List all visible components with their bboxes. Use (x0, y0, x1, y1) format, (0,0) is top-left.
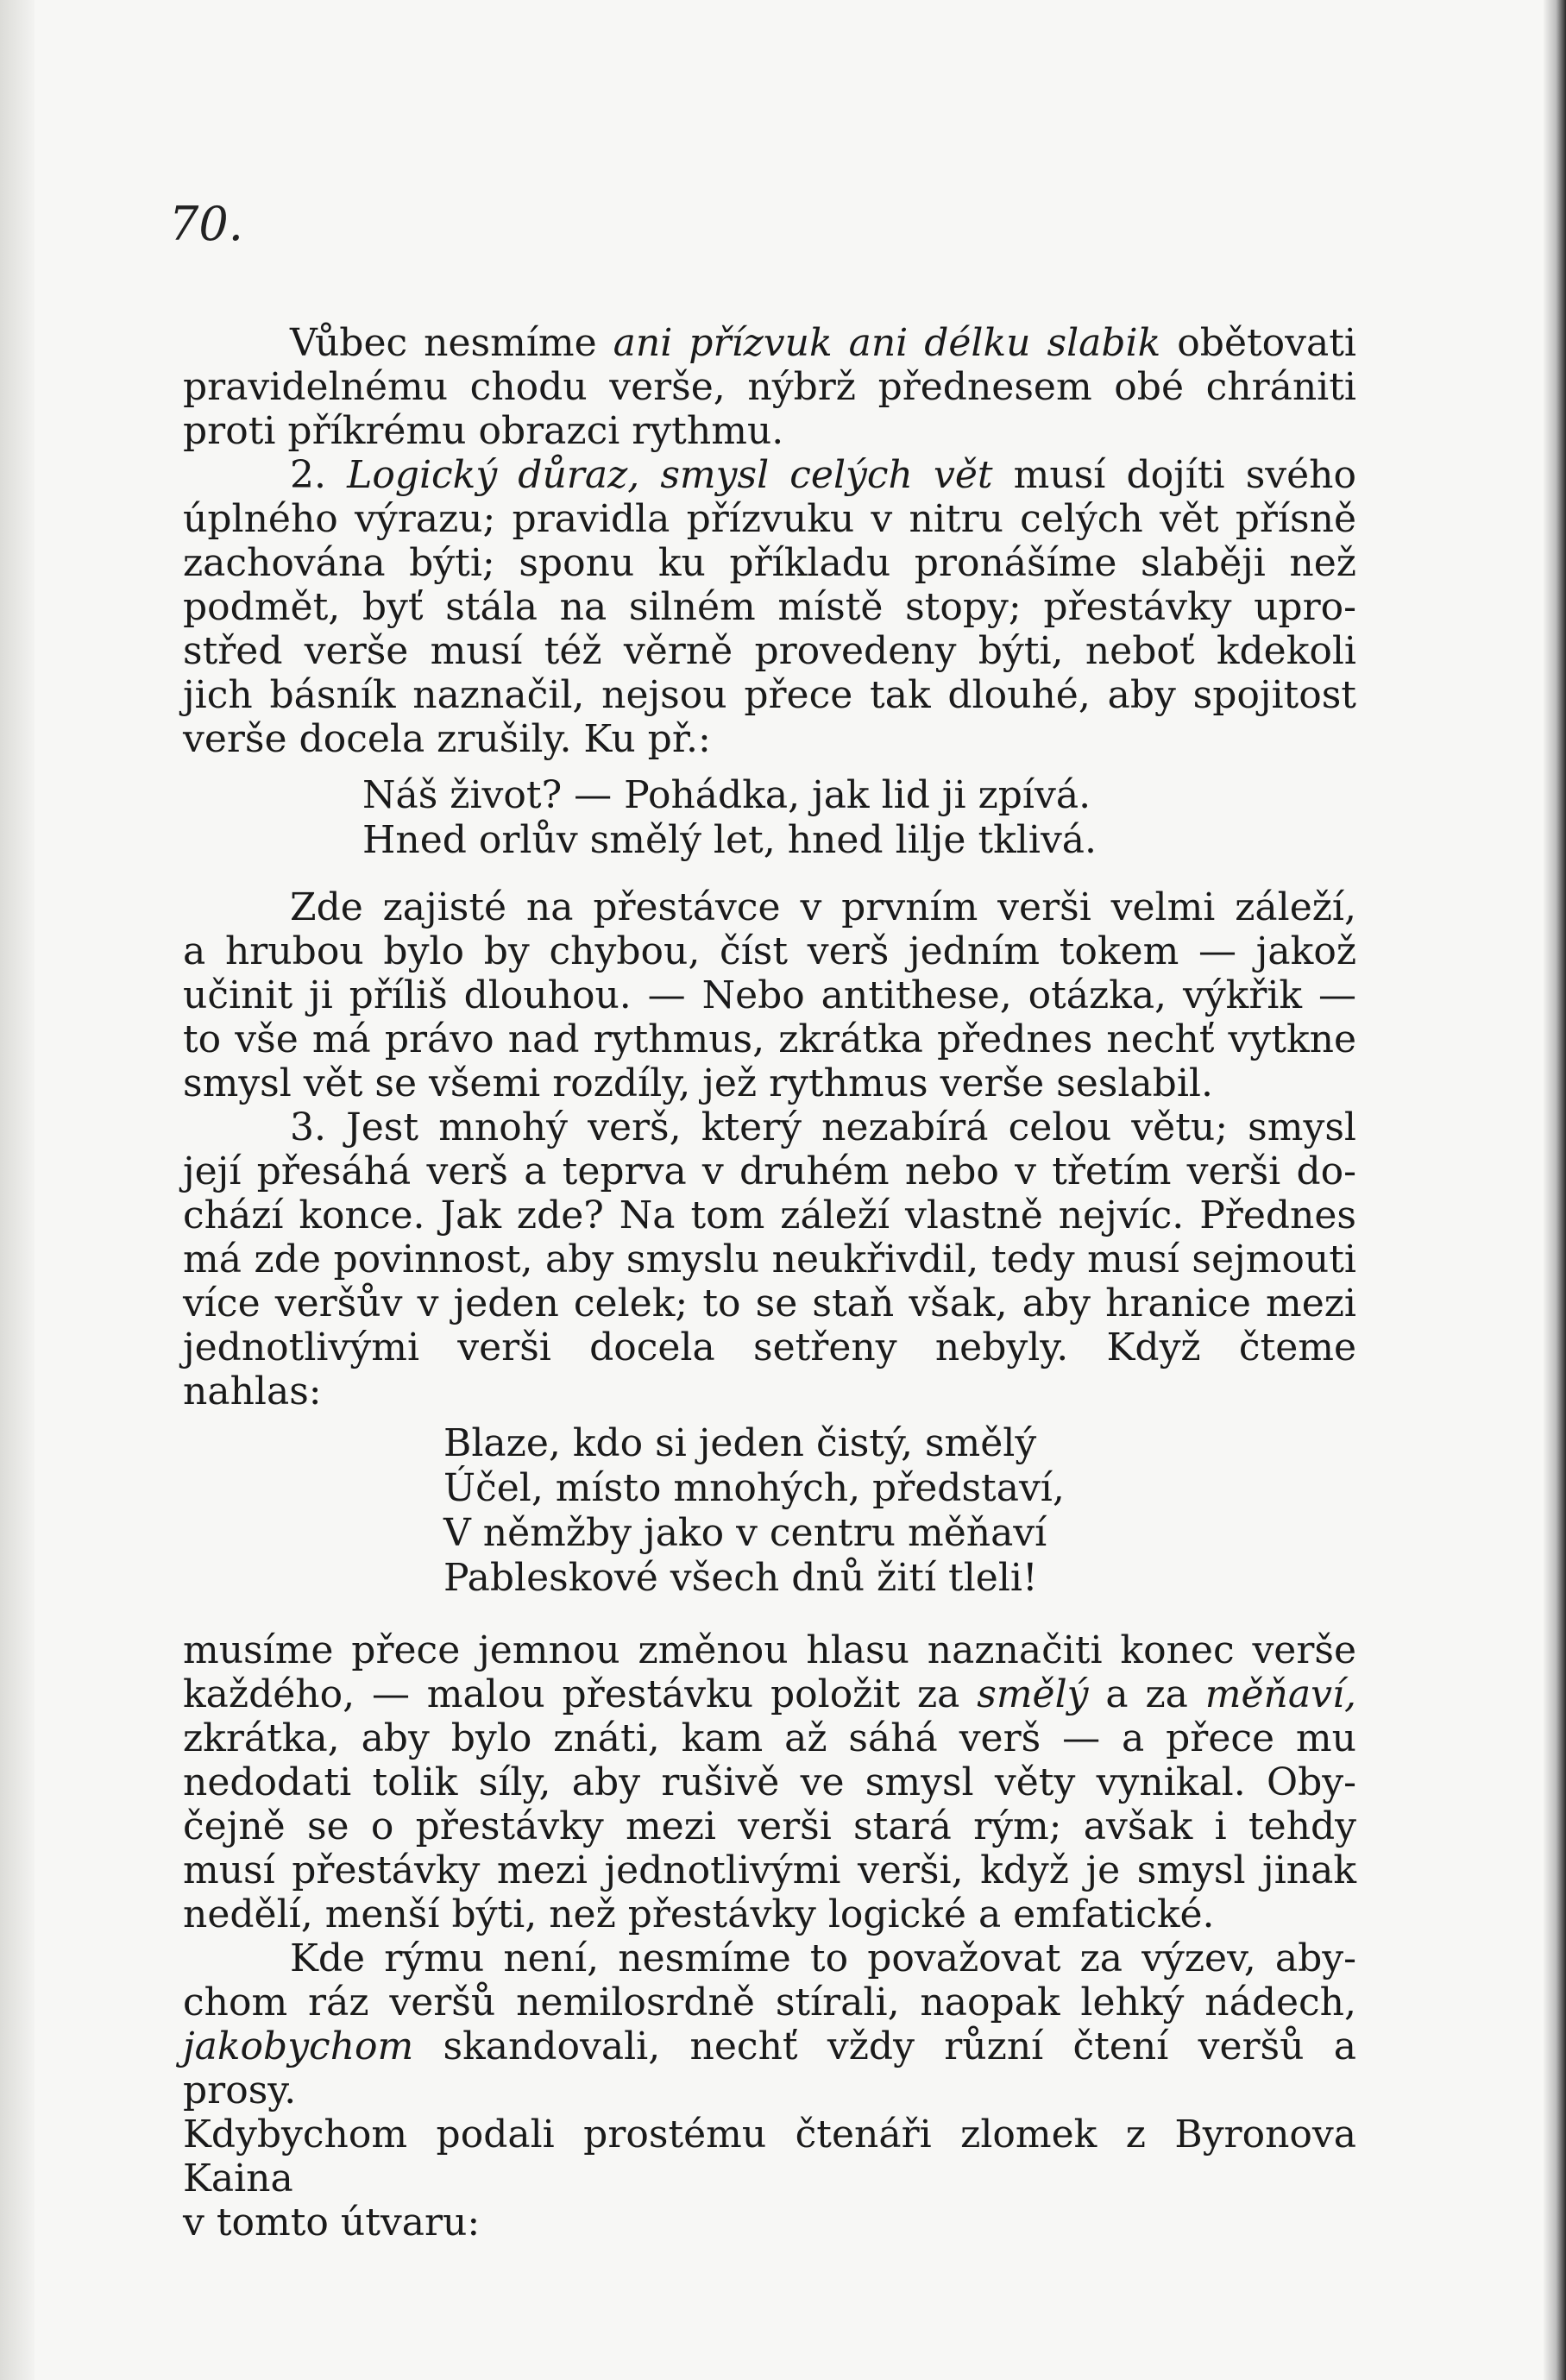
verse-line: Hned orlův smělý let, hned lilje tklivá. (362, 818, 1097, 862)
text-line: Kdybychom podali prostému čtenáři zlomek z Byronova Kaina (183, 2112, 1356, 2201)
verse-line: Blaze, kdo si jeden čistý, smělý (443, 1421, 1037, 1465)
scan-right-edge (1544, 0, 1566, 2380)
verse-line: Účel, místo mnohých, představí, (443, 1466, 1065, 1510)
text-line: nahlas: (183, 1369, 322, 1414)
text-line: zachována býti; sponu ku příkladu pronášíme slaběji než (183, 541, 1356, 585)
verse-line: Náš život? — Pohádka, jak lid ji zpívá. (362, 773, 1091, 817)
text-line: musíme přece jemnou změnou hlasu naznačiti konec verše (183, 1628, 1356, 1672)
text-line: pravidelnému chodu verše, nýbrž přednesem obé chrániti (183, 365, 1356, 409)
text-line: úplného výrazu; pravidla přízvuku v nitru celých vět přísně (183, 497, 1356, 541)
text-line: podmět, byť stála na silném místě stopy; přestávky upro- (183, 585, 1356, 629)
paragraph-block-1 (183, 321, 1356, 761)
text-line: učinit ji příliš dlouhou. — Nebo antithese, otázka, výkřik — (183, 973, 1356, 1017)
text-line: verše docela zrušily. Ku př.: (183, 717, 711, 761)
text-line: jednotlivými verši docela setřeny nebyly. Když čteme (183, 1325, 1356, 1369)
text-line: střed verše musí též věrně provedeny býti, neboť kdekoli (183, 629, 1356, 673)
text-line: každého, — malou přestávku položit za smělý a za měňaví, (183, 1672, 1356, 1716)
text-line: nedělí, menší býti, než přestávky logické a emfatické. (183, 1892, 1215, 1936)
text-line: Zde zajisté na přestávce v prvním verši velmi záleží, (290, 885, 1356, 929)
scan-left-edge (0, 0, 35, 2380)
text-line: 2. Logický důraz, smysl celých vět musí dojíti svého (290, 453, 1356, 497)
text-line: Vůbec nesmíme ani přízvuk ani délku slabik obětovati (290, 321, 1357, 365)
page-number: 70. (169, 197, 243, 251)
text-line: zkrátka, aby bylo znáti, kam až sáhá verš — a přece mu (183, 1716, 1356, 1760)
text-line: jich básník naznačil, nejsou přece tak dlouhé, aby spojitost (183, 673, 1356, 717)
text-line: více veršův v jeden celek; to se staň však, aby hranice mezi (183, 1281, 1356, 1325)
text-line: musí přestávky mezi jednotlivými verši, když je smysl jinak (183, 1848, 1356, 1892)
text-line: v tomto útvaru: (183, 2201, 481, 2245)
text-line: Kde rýmu není, nesmíme to považovat za výzev, aby- (290, 1936, 1356, 1980)
text-line: chází konce. Jak zde? Na tom záleží vlastně nejvíc. Přednes (183, 1193, 1356, 1237)
paragraph-block-3 (183, 1628, 1356, 2245)
text-line: má zde povinnost, aby smyslu neukřivdil, tedy musí sejmouti (183, 1237, 1356, 1281)
text-line: její přesáhá verš a teprva v druhém nebo v třetím verši do- (183, 1149, 1356, 1193)
text-line: čejně se o přestávky mezi verši stará rým; avšak i tehdy (183, 1804, 1356, 1848)
text-line: chom ráz veršů nemilosrdně stírali, naopak lehký nádech, (183, 1980, 1356, 2024)
text-line: smysl vět se všemi rozdíly, jež rythmus verše seslabil. (183, 1061, 1213, 1105)
paragraph-block-2 (183, 885, 1356, 1414)
verse-quote-1 (362, 773, 1097, 863)
text-line: nedodati tolik síly, aby rušivě ve smysl věty vynikal. Oby- (183, 1760, 1356, 1804)
text-line: jakobychom skandovali, nechť vždy různí čtení veršů a prosy. (183, 2024, 1356, 2112)
text-line: 3. Jest mnohý verš, který nezabírá celou větu; smysl (290, 1105, 1356, 1149)
text-line: a hrubou bylo by chybou, číst verš jedním tokem — jakož (183, 929, 1356, 973)
verse-line: Pableskové všech dnů žití tleli! (443, 1556, 1038, 1600)
text-line: to vše má právo nad rythmus, zkrátka přednes nechť vytkne (183, 1017, 1356, 1061)
text-line: proti příkrému obrazci rythmu. (183, 409, 784, 453)
verse-line: V němžby jako v centru měňaví (443, 1511, 1047, 1555)
verse-quote-2 (443, 1421, 1065, 1601)
